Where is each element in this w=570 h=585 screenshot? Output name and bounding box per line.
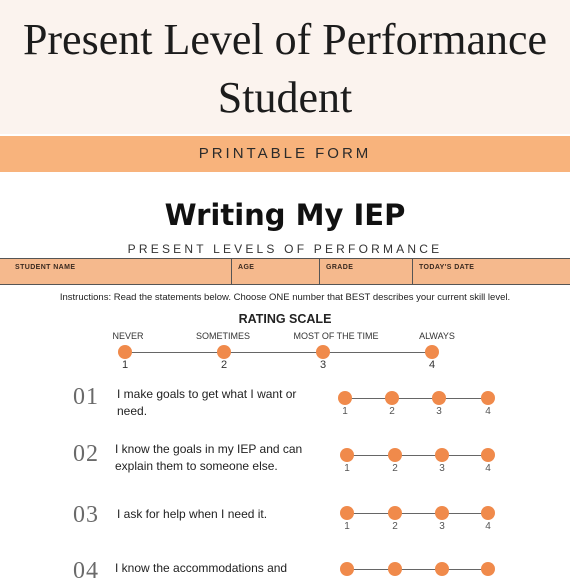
question-scale-line — [347, 569, 488, 570]
question-text: I ask for help when I need it. — [117, 507, 268, 521]
title-text-2: Student — [217, 73, 353, 122]
scale-dot-4 — [425, 345, 439, 359]
answer-dot-1[interactable] — [338, 391, 352, 405]
answer-dot-3[interactable] — [432, 391, 446, 405]
question-scale-line — [347, 455, 488, 456]
question-number: 04 — [73, 558, 99, 584]
answer-number: 3 — [439, 463, 445, 474]
scale-number-1: 1 — [121, 359, 129, 371]
answer-dot-1[interactable] — [340, 448, 354, 462]
question-text: I know the goals in my IEP and can explain them to someone else. — [115, 442, 303, 473]
answer-dot-3[interactable] — [435, 562, 449, 576]
title-text-1: Present Level of Performance — [22, 15, 548, 64]
todays-date-field[interactable]: TODAY'S DATE — [419, 264, 475, 271]
answer-number: 1 — [344, 521, 350, 532]
answer-number: 2 — [392, 521, 398, 532]
question-scale-line — [345, 398, 488, 399]
answer-dot-4[interactable] — [481, 391, 495, 405]
document-subtitle: PRESENT LEVELS OF PERFORMANCE — [127, 242, 443, 256]
answer-dot-4[interactable] — [481, 562, 495, 576]
scale-number-3: 3 — [319, 359, 327, 371]
page-title-line-1 — [0, 16, 570, 64]
question-number: 01 — [73, 384, 99, 410]
answer-number: 4 — [485, 463, 491, 474]
answer-dot-2[interactable] — [388, 562, 402, 576]
answer-dot-1[interactable] — [340, 562, 354, 576]
answer-number: 3 — [439, 521, 445, 532]
scale-label-never: NEVER — [112, 331, 144, 341]
scale-dot-1 — [118, 345, 132, 359]
scale-label-most-of-the-time: MOST OF THE TIME — [293, 331, 379, 341]
answer-number: 1 — [344, 463, 350, 474]
answer-dot-1[interactable] — [340, 506, 354, 520]
age-field[interactable]: AGE — [232, 259, 320, 284]
answer-number: 3 — [436, 406, 442, 417]
answer-number: 4 — [485, 521, 491, 532]
answer-dot-2[interactable] — [385, 391, 399, 405]
question-text: I make goals to get what I want or need. — [117, 387, 297, 418]
answer-dot-3[interactable] — [435, 448, 449, 462]
scale-dot-2 — [217, 345, 231, 359]
question-number: 03 — [73, 502, 99, 528]
answer-dot-4[interactable] — [481, 506, 495, 520]
page-title-line-2 — [0, 74, 570, 122]
answer-dot-2[interactable] — [388, 448, 402, 462]
question-number: 02 — [73, 441, 99, 467]
info-fields-row — [0, 258, 570, 285]
question-scale-line — [347, 513, 488, 514]
rating-scale-line — [125, 352, 433, 353]
scale-label-always: ALWAYS — [419, 331, 455, 341]
answer-number: 1 — [342, 406, 348, 417]
answer-number: 2 — [389, 406, 395, 417]
answer-number: 2 — [392, 463, 398, 474]
question-text: I know the accommodations and — [115, 561, 288, 575]
answer-dot-2[interactable] — [388, 506, 402, 520]
answer-dot-3[interactable] — [435, 506, 449, 520]
printable-form-band: PRINTABLE FORM — [0, 136, 570, 172]
scale-label-sometimes: SOMETIMES — [195, 331, 250, 341]
scale-number-4: 4 — [428, 359, 436, 371]
student-name-field[interactable]: STUDENT NAME — [0, 259, 232, 284]
rating-scale-title: RATING SCALE — [238, 312, 332, 326]
instructions-text: Instructions: Read the statements below. Choose ONE number that BEST describes your current skill level. — [59, 292, 511, 303]
answer-number: 4 — [485, 406, 491, 417]
grade-field[interactable]: GRADE — [320, 259, 413, 284]
answer-dot-4[interactable] — [481, 448, 495, 462]
scale-dot-3 — [316, 345, 330, 359]
scale-number-2: 2 — [220, 359, 228, 371]
document-title: Writing My IEP — [164, 198, 406, 232]
